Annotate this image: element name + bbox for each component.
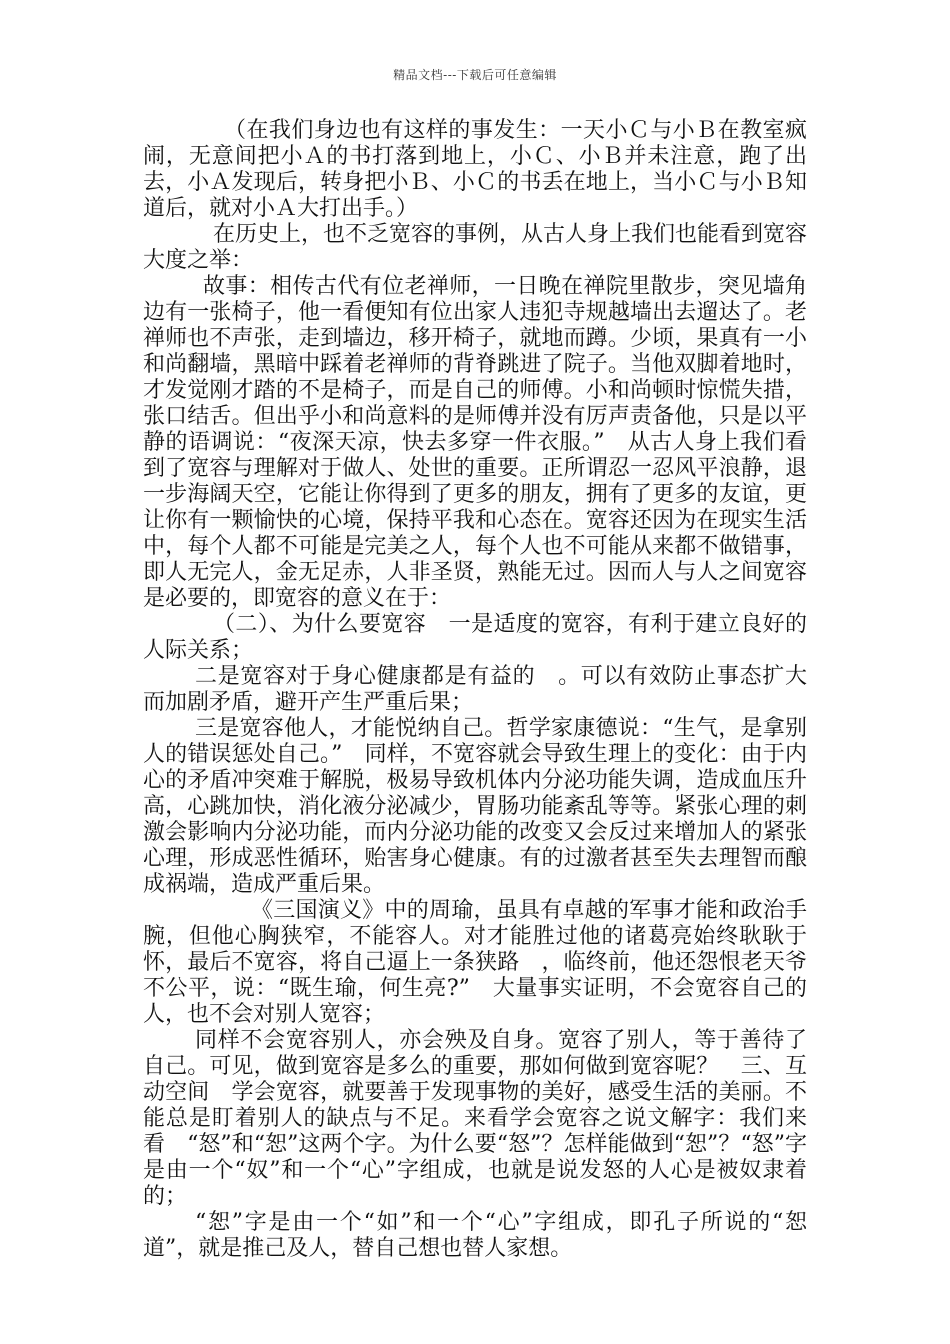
paragraph-zhou-yu: 《三国演义》中的周瑜，虽具有卓越的军事才能和政治手腕，但他心胸狭窄，不能容人。对才能胜过他的诸葛亮始终耿耿于怀，最后不宽容，将自己逼上一条狭路 ，临终前，他还怨恨老天爷不公平，说：“既生瑜，何生亮?” 大量事实证明，不会宽容自己的人，也不会对别人宽容； [143, 898, 807, 1027]
paragraph-history-intro: 在历史上，也不乏宽容的事例，从古人身上我们也能看到宽容大度之举： [143, 222, 808, 273]
paragraph-health-benefit: 二是宽容对于身心健康都是有益的 。可以有效防止事态扩大而加剧矛盾，避开产生严重后果； [143, 664, 807, 715]
header-note: 精品文档---下载后可任意编辑 [393, 68, 557, 82]
paragraph-why-tolerance: （二）、为什么要宽容 一是适度的宽容，有利于建立良好的人际关系； [143, 612, 807, 663]
paragraph-zen-master-story: 故事：相传古代有位老禅师，一日晚在禅院里散步，突见墙角边有一张椅子，他一看便知有位出家人违犯寺规越墙出去遛达了。老禅师也不声张，走到墙边，移开椅子，就地而蹲。少顷，果真有一小和尚翻墙，黑暗中踩着老禅师的背脊跳进了院子。当他双脚着地时，才发觉刚才踏的不是椅子，而是自己的师傅。小和尚顿时惊慌失措，张口结舌。但出乎小和尚意料的是师傅并没有厉声责备他，只是以平静的语调说：“夜深天凉，快去多穿一件衣服。” 从古人身上我们看到了宽容与理解对于做人、处世的重要。正所谓忍一忍风平浪静，退一步海阔天空，它能让你得到了更多的朋友，拥有了更多的友谊，更让你有一颗愉快的心境，保持平我和心态在。宽容还因为在现实生活中，每个人都不可能是完美之人，每个人也不可能从来都不做错事，即人无完人，金无足赤，人非圣贤，熟能无过。因而人与人之间宽容是必要的，即宽容的意义在于： [143, 274, 807, 611]
paragraph-how-to-tolerate: 同样不会宽容别人，亦会殃及自身。宽容了别人，等于善待了自己。可见，做到宽容是多么的重要，那如何做到宽容呢？ 三、互动空间 学会宽容，就要善于发现事物的美好，感受生活的美丽。不能总是盯着别人的缺点与不足。来看学会宽容之说文解字：我们来看 “怒”和“恕”这两个字。为什么要“怒”？怎样能做到“恕”？“怒”字是由一个“奴”和一个“心”字组成，也就是说发怒的人心是被奴隶着的； [143, 1028, 807, 1209]
paragraph-kant-quote: 三是宽容他人，才能悦纳自己。哲学家康德说：“生气，是拿别人的错误惩处自己。” 同样，不宽容就会导致生理上的变化：由于内心的矛盾冲突难于解脱，极易导致机体内分泌功能失调，造成血压升高，心跳加快，消化液分泌减少，胃肠功能紊乱等等。紧张心理的刺激会影响内分泌功能，而内分泌功能的改变又会反过来增加人的紧张心理，形成恶性循环，贻害身心健康。有的过激者甚至失去理智而酿成祸端，造成严重后果。 [143, 716, 807, 897]
paragraph-example-classroom: （在我们身边也有这样的事发生：一天小Ｃ与小Ｂ在教室疯闹，无意间把小Ａ的书打落到地上，小Ｃ、小Ｂ并未注意，跑了出去，小Ａ发现后，转身把小Ｂ、小Ｃ的书丢在地上，当小Ｃ与小Ｂ知道后，就对小Ａ大打出手。） [143, 118, 807, 221]
paragraph-shu-dao: “恕”字是由一个“如”和一个“心”字组成，即孔子所说的“恕道”，就是推己及人，替自己想也替人家想。 [143, 1210, 807, 1261]
body-text [143, 118, 807, 1262]
